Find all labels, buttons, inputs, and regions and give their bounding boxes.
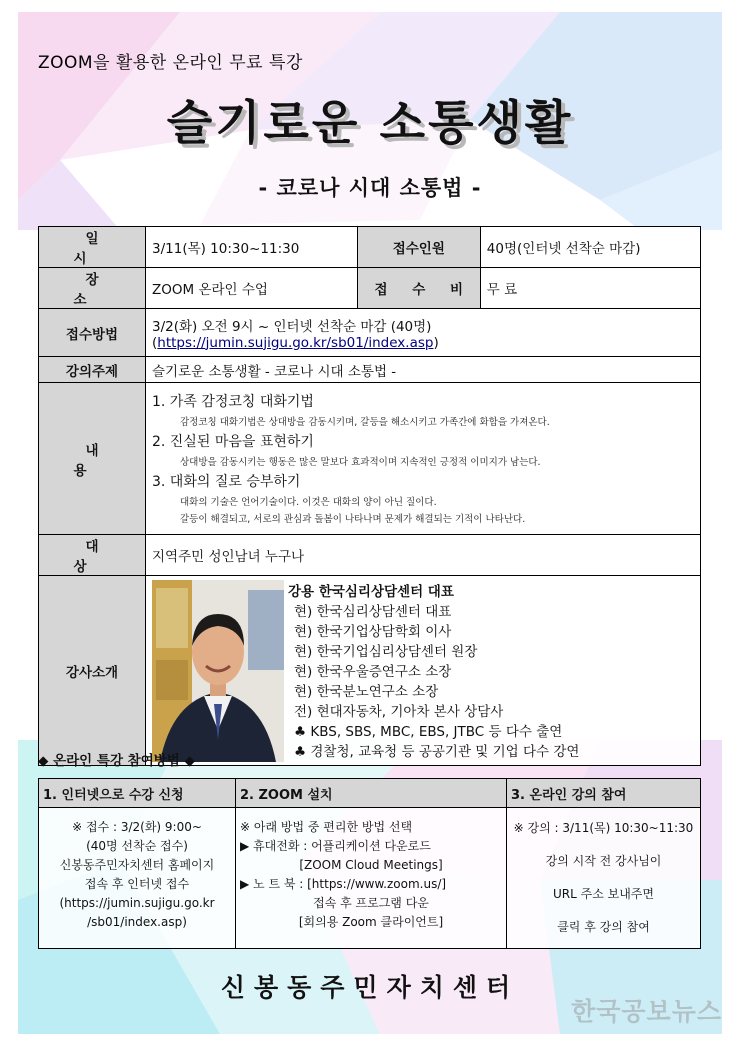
content-desc-3a: 대화의 기술은 언어기술이다. 이것은 대화의 양이 아닌 질이다. (180, 497, 437, 508)
step3-title: 3. 온라인 강의 참여 (507, 779, 701, 808)
event-title: 슬기로운 소통생활 (166, 96, 574, 151)
step1-line: 접속 후 인터넷 접수 (84, 877, 190, 891)
steps-heading: ◆ 온라인 특강 참여방법 ◆ (38, 753, 195, 769)
bio-line: ♣ 경찰청, 교육청 등 공공기관 및 기업 다수 강연 (294, 743, 580, 760)
step1-line: (40명 선착순 접수) (86, 839, 188, 853)
step3-line: 클릭 후 강의 참여 (557, 920, 650, 934)
step2-line: [회의용 Zoom 클라이언트] (298, 915, 444, 929)
bio-line: 현) 한국분노연구소 소장 (294, 683, 439, 700)
content-item-2: 2. 진실된 마음을 표현하기 (152, 434, 314, 450)
date-label: 일 시 (39, 227, 146, 268)
content-item-3: 3. 대화의 질로 승부하기 (152, 474, 301, 490)
bio-line: 현) 한국기업상담학회 이사 (294, 623, 452, 640)
step2-line: [ZOOM Cloud Meetings] (299, 858, 443, 872)
step1-title: 1. 인터넷으로 수강 신청 (39, 779, 236, 808)
method-line: 3/2(화) 오전 9시 ~ 인터넷 선착순 마감 (40명) (152, 318, 432, 335)
target-label: 대 상 (39, 535, 146, 576)
date-value: 3/11(목) 10:30~11:30 (146, 227, 358, 268)
instructor-label: 강사소개 (39, 576, 146, 766)
bio-line: 현) 한국우울증연구소 소장 (294, 663, 452, 680)
step1-line: /sb01/index.asp) (87, 915, 187, 929)
instructor-name: 강용 한국심리상담센터 대표 (288, 583, 454, 600)
capacity-value: 40명(인터넷 선착순 마감) (480, 227, 700, 268)
content-desc-3b: 갈등이 해결되고, 서로의 관심과 돌봄이 나타나며 문제가 해결되는 기적이 나타난다. (180, 514, 526, 525)
step1-line: 신봉동주민자치센터 홈페이지 (59, 858, 215, 872)
step3-line: URL 주소 보내주면 (553, 887, 654, 901)
topic-value: 슬기로운 소통생활 - 코로나 시대 소통법 - (146, 357, 701, 383)
target-value: 지역주민 성인남녀 누구나 (146, 535, 701, 576)
method-url-line: (https://jumin.sujigu.go.kr/sb01/index.asp) (152, 334, 439, 351)
step1-line: ※ 접수 : 3/2(화) 9:00~ (72, 820, 202, 834)
step3-line: ※ 강의 : 3/11(목) 10:30~11:30 (513, 821, 694, 835)
bio-line: 현) 한국기업심리상담센터 원장 (294, 643, 478, 660)
capacity-label: 접수인원 (357, 227, 480, 268)
method-url-link[interactable]: https://jumin.sujigu.go.kr/sb01/index.asp (157, 334, 434, 351)
place-value: ZOOM 온라인 수업 (146, 268, 358, 309)
step2-line: 접속 후 프로그램 다운 (313, 896, 429, 910)
step3-line: 강의 시작 전 강사님이 (545, 854, 662, 868)
topic-label: 강의주제 (39, 357, 146, 383)
place-label: 장 소 (39, 268, 146, 309)
bio-line: ♣ KBS, SBS, MBC, EBS, JTBC 등 다수 출연 (294, 723, 563, 740)
event-subtitle: ZOOM을 활용한 온라인 무료 특강 (38, 53, 303, 73)
event-tagline: - 코로나 시대 소통법 - (258, 176, 482, 200)
content-item-1: 1. 가족 감정코칭 대화기법 (152, 394, 314, 410)
organizer-footer: 신봉동주민자치센터 (220, 973, 520, 1002)
step1-line: (https://jumin.sujigu.go.kr (59, 896, 215, 910)
content-desc-1: 감정코칭 대화기법은 상대방을 감동시키며, 갈등을 해소시키고 가족간에 화합을 가져온다. (180, 417, 550, 428)
fee-label: 접 수 비 (357, 268, 480, 309)
method-label: 접수방법 (39, 309, 146, 357)
bio-line: 전) 현대자동차, 기아차 본사 상담사 (294, 703, 504, 720)
bio-line: 현) 한국심리상담센터 대표 (294, 603, 452, 620)
step2-line: ※ 아래 방법 중 편리한 방법 선택 (240, 820, 413, 834)
content-desc-2: 상대방을 감동시키는 행동은 많은 말보다 효과적이며 지속적인 긍정적 이미지가 남는다. (180, 457, 541, 468)
step2-line: ▶ 휴대전화 : 어플리케이션 다운로드 (240, 839, 431, 853)
fee-value: 무 료 (480, 268, 700, 309)
step2-line: ▶ 노 트 북 : [https://www.zoom.us/] (240, 877, 447, 891)
step2-title: 2. ZOOM 설치 (236, 779, 507, 808)
content-label: 내 용 (39, 383, 146, 535)
watermark: 한국공보뉴스 (571, 997, 722, 1026)
page-frame (18, 12, 722, 1034)
